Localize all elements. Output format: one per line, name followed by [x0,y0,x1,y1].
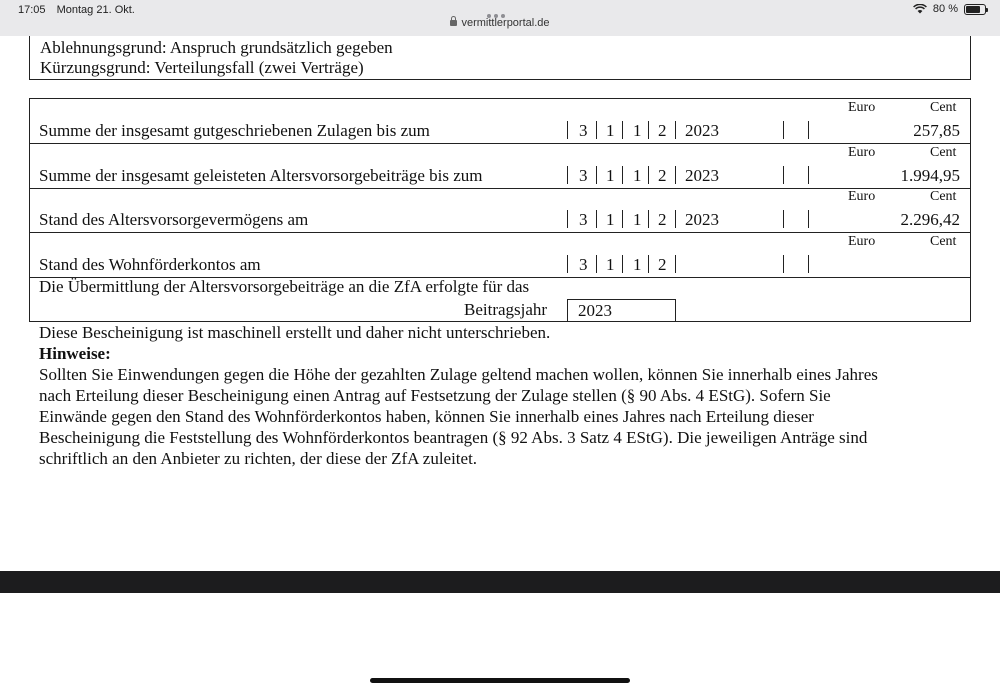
field-divider [808,121,809,139]
date-digit: 3 [579,254,588,274]
date-digit: 3 [579,210,588,229]
contribution-year: 2023 [578,301,612,320]
date-digit: 2 [658,165,667,185]
field-divider [675,166,676,184]
field-divider [675,121,676,139]
date-digit: 1 [633,210,642,229]
date-digit: 1 [606,165,615,185]
field-divider [808,210,809,228]
date-digit: 2 [658,210,667,229]
rejection-reduction-box [29,36,971,80]
field-divider [596,166,597,184]
field-divider [783,166,784,184]
cent-header: Cent [930,100,957,115]
date-digit: 1 [606,254,615,274]
hints-title: Hinweise: [39,344,111,363]
field-divider [675,255,676,273]
balance-row [30,144,970,189]
balance-row [30,188,970,233]
field-divider [567,121,568,139]
hint-line-3: Einwände gegen den Stand des Wohnförderkontos haben, können Sie innerhalb eines Jahres nach Erteilung dieser [39,407,814,426]
balance-table [29,98,971,322]
field-divider [783,121,784,139]
row-amount: 1.994,95 [900,165,960,185]
lock-icon [450,20,457,26]
hint-line-5: schriftlich an den Anbieter zu richten, der diese der ZfA zuleitet. [39,449,478,468]
field-divider [622,166,623,184]
field-divider [567,210,568,228]
euro-header: Euro [848,189,876,204]
cent-header: Cent [930,144,957,160]
row-amount: 257,85 [913,121,960,140]
notes-section [39,322,979,469]
date-digit: 1 [633,254,642,274]
date-digit: 1 [606,210,615,229]
row-label: Stand des Wohnförderkontos am [39,254,261,274]
status-bar [0,0,1000,36]
hint-line-2: nach Erteilung dieser Bescheinigung einen Antrag auf Festsetzung der Zulage stellen (§ 90 Abs. 4 EStG). Sofern Sie [39,386,831,405]
transfer-text: Die Übermittlung der Altersvorsorgebeiträge an die ZfA erfolgte für das [39,277,530,296]
field-divider [596,121,597,139]
balance-row [30,99,970,144]
address-bar[interactable] [0,17,1000,29]
field-divider [808,255,809,273]
date-digit: 1 [633,165,642,185]
hint-line-1: Sollten Sie Einwendungen gegen die Höhe der gezahlten Zulage geltend machen wollen, können Sie innerhalb eines Jahres [39,365,878,384]
transfer-info [30,277,970,322]
field-divider [567,255,568,273]
date-year: 2023 [685,210,719,229]
field-divider [648,210,649,228]
row-amount: 2.296,42 [900,210,960,229]
date-year: 2023 [685,121,719,140]
balance-row [30,233,970,278]
url-text: vermittlerportal.de [461,17,550,29]
field-divider [783,210,784,228]
field-divider [808,166,809,184]
date-digit: 2 [658,254,667,274]
reduction-reason: Kürzungsgrund: Verteilungsfall (zwei Verträge) [40,58,364,77]
field-divider [783,255,784,273]
euro-header: Euro [848,233,876,249]
cent-header: Cent [930,189,957,204]
hint-line-4: Bescheinigung die Feststellung des Wohnförderkontos beantragen (§ 92 Abs. 3 Satz 4 EStG). Die jeweiligen Anträge sind [39,428,868,447]
contribution-year-label: Beitragsjahr [464,300,548,319]
status-bar-left [18,4,143,16]
euro-header: Euro [848,100,876,115]
date-digit: 2 [658,121,667,140]
field-divider [596,255,597,273]
euro-header: Euro [848,144,876,160]
status-bar-right [913,3,986,15]
battery-percent: 80 % [932,3,958,15]
field-divider [622,121,623,139]
field-divider [622,210,623,228]
field-divider [648,121,649,139]
battery-icon [964,4,986,15]
field-divider [622,255,623,273]
row-label: Stand des Altersvorsorgevermögens am [39,210,309,229]
date-year: 2023 [685,165,719,185]
field-divider [648,255,649,273]
date-digit: 1 [606,121,615,140]
date-digit: 3 [579,121,588,140]
row-label: Summe der insgesamt gutgeschriebenen Zulagen bis zum [39,121,430,140]
rejection-reason: Ablehnungsgrund: Anspruch grundsätzlich gegeben [40,38,393,57]
home-indicator[interactable] [370,678,630,683]
field-divider [596,210,597,228]
wifi-icon [913,4,927,14]
field-divider [567,166,568,184]
browser-toolbar [0,571,1000,593]
date-digit: 3 [579,165,588,185]
machine-note: Diese Bescheinigung ist maschinell erstellt und daher nicht unterschrieben. [39,323,551,342]
field-divider [675,210,676,228]
status-time: 17:05 [18,4,46,16]
date-digit: 1 [633,121,642,140]
cent-header: Cent [930,233,957,249]
field-divider [648,166,649,184]
status-date: Montag 21. Okt. [56,4,135,16]
contribution-year-box [567,299,676,322]
row-label: Summe der insgesamt geleisteten Altersvorsorgebeiträge bis zum [39,165,483,185]
